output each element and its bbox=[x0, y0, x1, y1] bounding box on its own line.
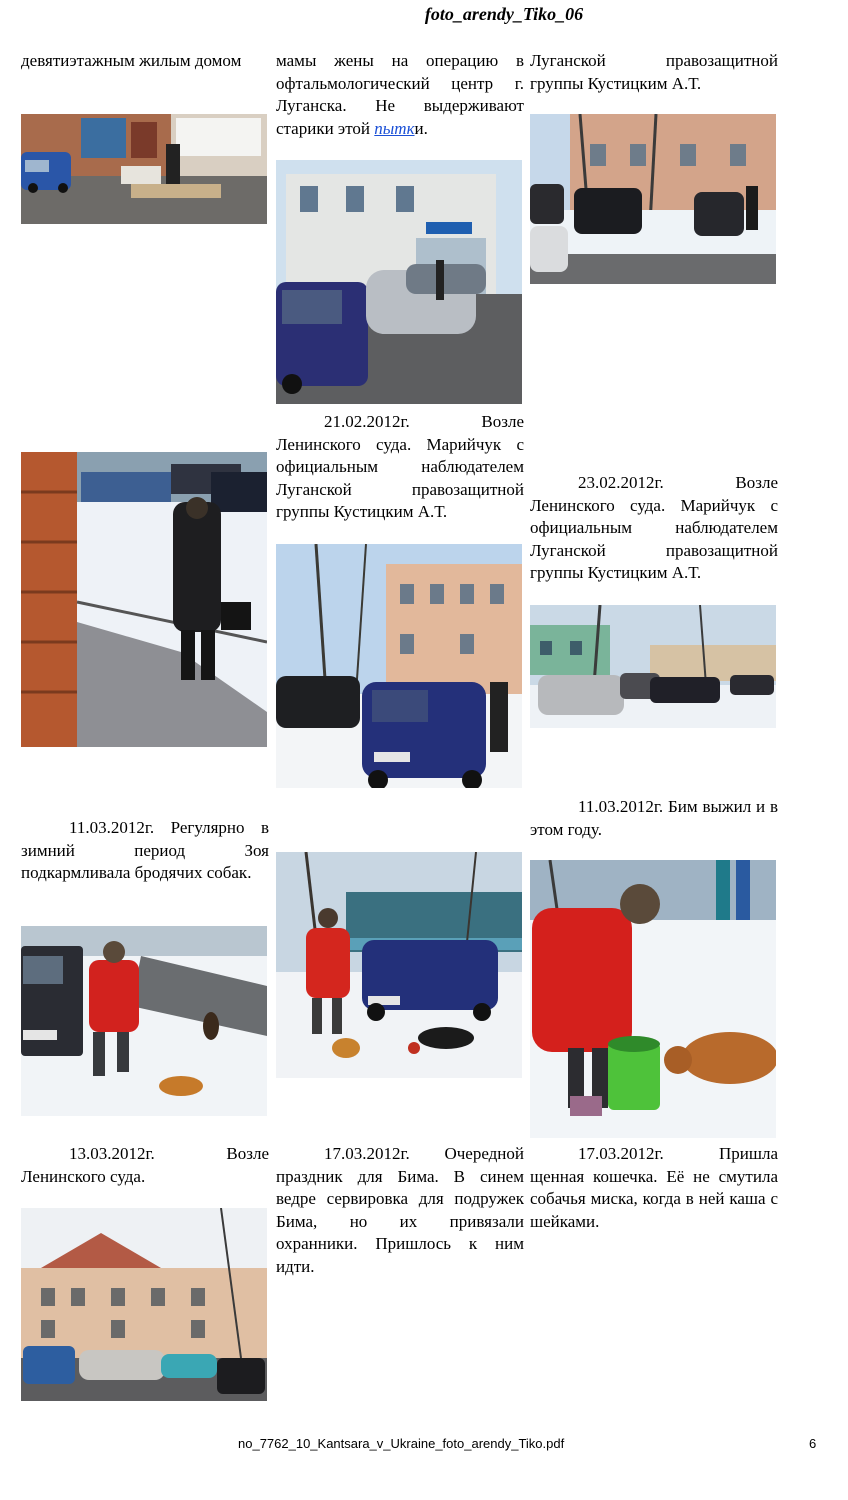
photo-blue-car-building bbox=[276, 544, 522, 788]
photo-parked-cars bbox=[530, 114, 776, 284]
photo-court-yard bbox=[530, 605, 776, 728]
col3-top-text: Луганской правозащитной группы Кустицким А.Т. bbox=[530, 51, 778, 93]
photo-shop-entrance bbox=[21, 114, 267, 224]
col1-top-text: девятиэтажным жилым домом bbox=[21, 51, 242, 70]
caption-2302: 23.02.2012г. Возле Ленинского суда. Марийчук с официальным наблюдателем Луганской правозащитной группы Кустицким А.Т. bbox=[530, 473, 778, 583]
caption-2102: 21.02.2012г. Возле Ленинского суда. Марийчук с официальным наблюдателем Луганской правозащитной группы Кустицким А.Т. bbox=[276, 412, 524, 522]
caption-1103b: 11.03.2012г. Бим выжил и в этом году. bbox=[530, 797, 778, 839]
caption-1703: 17.03.2012г. Очередной праздник для Бима. В синем ведре сервировка для подружек Бима, но их привязали охранники. Пришлось к ним идти. bbox=[276, 1144, 524, 1276]
page-number: 6 bbox=[809, 1436, 817, 1451]
header-title: foto_arendy_Tiko_06 bbox=[424, 4, 584, 24]
photo-woman-green-bucket bbox=[530, 860, 776, 1138]
photo-woman-feeding-dog bbox=[21, 926, 267, 1116]
photo-man-stairs bbox=[21, 452, 267, 747]
page-header bbox=[0, 4, 848, 25]
caption-1303: 13.03.2012г. Возле Ленинского суда. bbox=[21, 1144, 269, 1186]
caption-1103: 11.03.2012г. Регулярно в зимний период Зоя подкармливала бродячих собак. bbox=[21, 818, 269, 883]
torture-link[interactable]: пытк bbox=[374, 118, 415, 138]
col2-top-text: мамы жены на операцию в офтальмологический центр г. Луганска. Не выдерживают старики этой пытки. bbox=[276, 51, 524, 138]
photo-bim-feeding bbox=[276, 852, 522, 1078]
footer-filename: no_7762_10_Kantsara_v_Ukraine_foto_arendy_Tiko.pdf bbox=[238, 1436, 565, 1451]
caption-1703b: 17.03.2012г. Пришла щенная кошечка. Её не смутила собачья миска, когда в ней каша с шейками. bbox=[530, 1144, 778, 1231]
photo-court-building bbox=[21, 1208, 267, 1401]
photo-ophthalmology-center bbox=[276, 160, 522, 404]
